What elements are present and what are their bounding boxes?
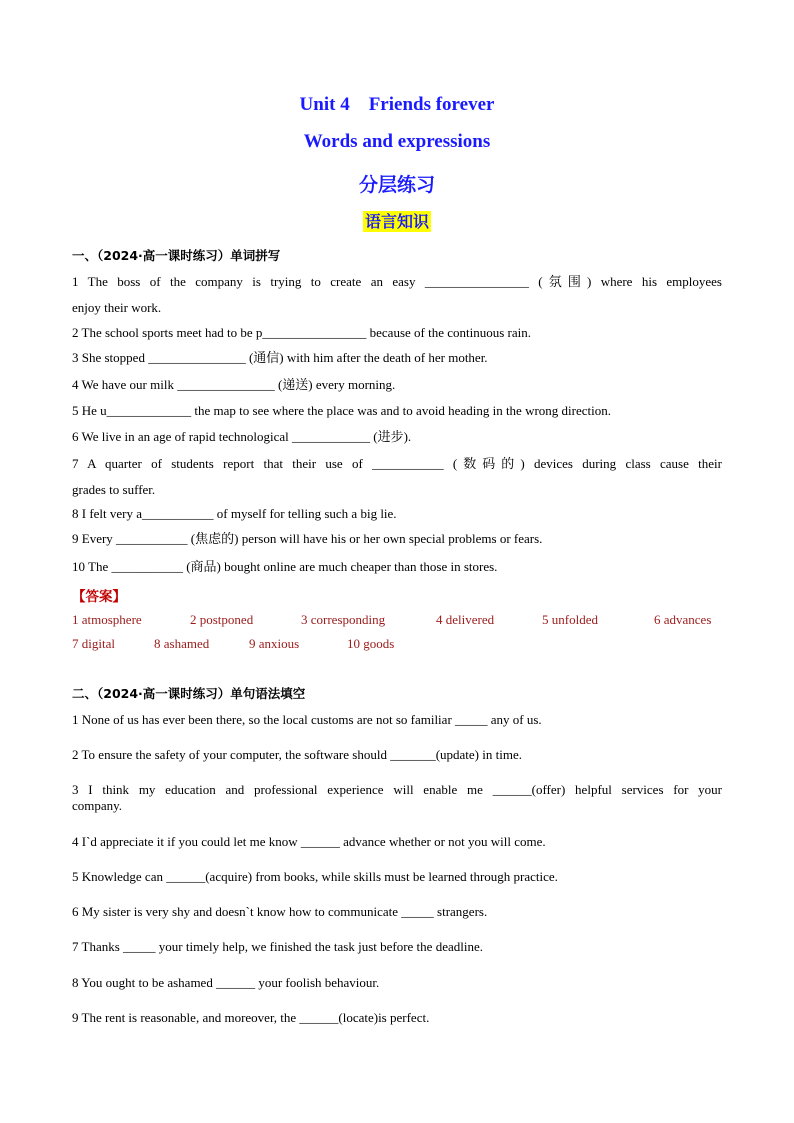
s2-line: 9 The rent is reasonable, and moreover, the ______(locate)is perfect. <box>72 1010 430 1025</box>
answer-item: 4 delivered <box>436 612 495 627</box>
s1-line: 3 She stopped _______________ (通信) with him after the death of her mother. <box>72 350 488 365</box>
s1-line: 10 The ___________ (商品) bought online are much cheaper than those in stores. <box>72 559 498 574</box>
s1-line: grades to suffer. <box>72 482 156 497</box>
s1-line: 4 We have our milk _______________ (递送) every morning. <box>72 377 396 392</box>
s1-line: 6 We live in an age of rapid technological ____________ (进步). <box>72 429 412 444</box>
s2-line: 4 I`d appreciate it if you could let me know ______ advance whether or not you will come. <box>72 834 546 849</box>
s2-line: 1 None of us has ever been there, so the local customs are not so familiar _____ any of us. <box>72 712 542 727</box>
s2-line: 2 To ensure the safety of your computer, the software should _______(update) in time. <box>72 747 522 762</box>
answer-item: 5 unfolded <box>542 612 598 627</box>
answer-item: 3 corresponding <box>301 612 386 627</box>
answer-item: 8 ashamed <box>154 636 210 651</box>
answer-item: 6 advances <box>654 612 712 627</box>
banner-text: 语言知识 <box>364 212 429 231</box>
s1-line: 8 I felt very a___________ of myself for telling such a big lie. <box>72 506 397 521</box>
s2-line: 8 You ought to be ashamed ______ your foolish behaviour. <box>72 975 380 990</box>
s2-line: company. <box>72 798 123 813</box>
answer-item: 2 postponed <box>190 612 254 627</box>
section2-heading: 二、（2024·高一课时练习）单句语法填空 <box>72 686 306 701</box>
s1-line: 9 Every ___________ (焦虑的) person will have his or her own special problems or fears. <box>72 531 543 546</box>
section1-heading: 一、（2024·高一课时练习）单词拼写 <box>72 248 281 263</box>
section-banner <box>0 209 794 232</box>
s1-line: 1 The boss of the company is trying to create an easy ________________ (氛围) where his employees <box>72 274 722 289</box>
s2-line: 7 Thanks _____ your timely help, we finished the task just before the deadline. <box>72 939 483 954</box>
unit-title: Unit 4 Friends forever <box>299 94 495 115</box>
answer-item: 9 anxious <box>249 636 300 651</box>
s1-line: 5 He u_____________ the map to see where the place was and to avoid heading in the wrong direction. <box>72 403 611 418</box>
s2-line: 6 My sister is very shy and doesn`t know how to communicate _____ strangers. <box>72 904 488 919</box>
s2-line: 5 Knowledge can ______(acquire) from books, while skills must be learned through practice. <box>72 869 558 884</box>
answer-item: 1 atmosphere <box>72 612 142 627</box>
answer-label: 【答案】 <box>72 589 126 605</box>
s2-line: 3 I think my education and professional experience will enable me ______(offer) helpful services for your <box>72 782 722 797</box>
s1-line: enjoy their work. <box>72 300 162 315</box>
answer-item: 10 goods <box>347 636 395 651</box>
cn-title: 分层练习 <box>358 174 435 196</box>
subtitle: Words and expressions <box>303 131 491 152</box>
answer-item: 7 digital <box>72 636 115 651</box>
s1-line: 2 The school sports meet had to be p________________ because of the continuous rain. <box>72 325 532 340</box>
s1-line: 7 A quarter of students report that their use of ___________ (数码的) devices during class cause their <box>72 456 722 471</box>
